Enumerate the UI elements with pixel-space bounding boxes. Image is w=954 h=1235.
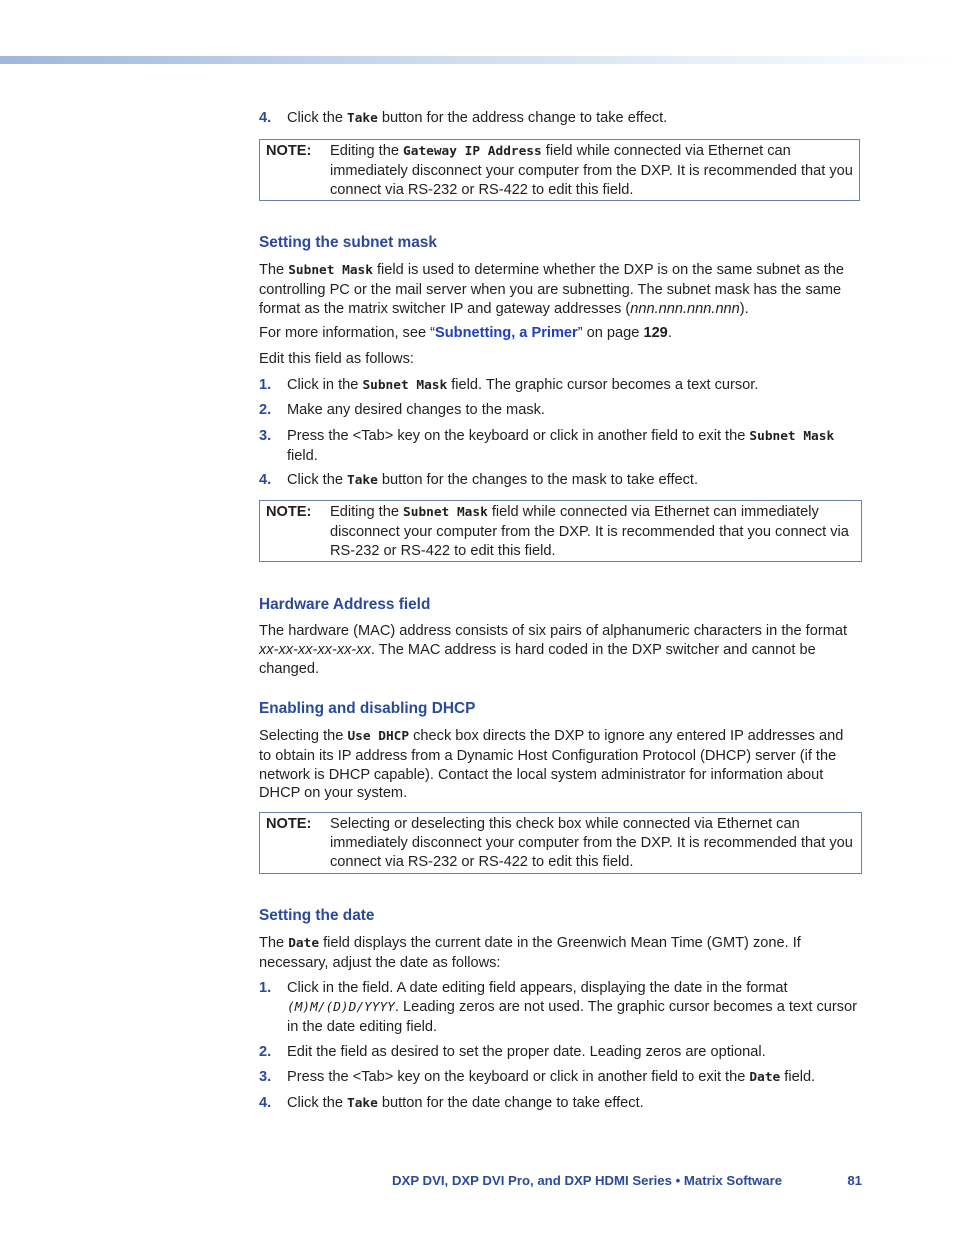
step-number: 1.: [259, 377, 272, 393]
note-text: Editing the Subnet Mask field while connected via Ethernet can immediately disconnect your computer from the DXP. It is recommended that you connect via RS-232 or RS-422 to edit this field.: [330, 504, 849, 559]
step-text: Press the <Tab> key on the keyboard or click in another field to exit the Date field.: [287, 1069, 816, 1085]
paragraph: The hardware (MAC) address consists of six pairs of alphanumeric characters in the format xx-xx-xx-xx-xx-xx. The MAC address is hard coded in the DXP switcher and cannot be changed.: [259, 623, 848, 677]
paragraph-reference: For more information, see “Subnetting, a Primer” on page 129.: [259, 325, 672, 341]
step-number: 4.: [259, 110, 272, 126]
header-gradient-bar: [0, 56, 954, 64]
step-text: Click the Take button for the changes to the mask to take effect.: [287, 472, 699, 488]
note-label: NOTE:: [266, 143, 312, 159]
step-number: 4.: [259, 472, 272, 488]
paragraph: The Date field displays the current date in the Greenwich Mean Time (GMT) zone. If necessary, adjust the date as follows:: [259, 935, 801, 971]
note-box: [259, 812, 862, 874]
step-number: 4.: [259, 1095, 272, 1111]
footer-title: DXP DVI, DXP DVI Pro, and DXP HDMI Series • Matrix Software: [392, 1173, 783, 1188]
section-heading-subnet: Setting the subnet mask: [259, 234, 437, 251]
note-label: NOTE:: [266, 504, 312, 520]
paragraph: Edit this field as follows:: [259, 351, 414, 367]
note-text: Selecting or deselecting this check box while connected via Ethernet can immediately disconnect your computer from the DXP. It is recommended that you connect via RS-232 or RS-422 to edit this field.: [330, 816, 853, 870]
paragraph: The Subnet Mask field is used to determine whether the DXP is on the same subnet as the controlling PC or the mail server when you are subnetting. The subnet mask has the same format as the matrix switcher IP and gateway addresses (nnn.nnn.nnn.nnn).: [259, 262, 845, 317]
note-box: [259, 139, 860, 201]
step-text: Click in the field. A date editing field appears, displaying the date in the format (M)M/(D)D/YYYY. Leading zeros are not used. The graphic cursor becomes a text cursor in the date editing field.: [287, 980, 857, 1035]
step-text: Click in the Subnet Mask field. The graphic cursor becomes a text cursor.: [287, 377, 759, 393]
note-box: [259, 500, 862, 562]
step-text: Edit the field as desired to set the proper date. Leading zeros are optional.: [287, 1044, 766, 1060]
step-number: 3.: [259, 428, 272, 444]
code-gateway: Gateway IP Address: [403, 144, 542, 159]
section-heading-date: Setting the date: [259, 907, 375, 924]
step-text: Click the Take button for the date change to take effect.: [287, 1095, 644, 1111]
step-number: 2.: [259, 1044, 272, 1060]
step-number: 1.: [259, 980, 272, 996]
step-text: Click the Take button for the address change to take effect.: [287, 110, 668, 126]
paragraph: Selecting the Use DHCP check box directs the DXP to ignore any entered IP addresses and to obtain its IP address from a Dynamic Host Configuration Protocol (DHCP) server (if the network is DHCP capable). Contact the local system administrator for information about DHCP on your system.: [259, 728, 844, 802]
code-take: Take: [347, 111, 378, 126]
date-format: (M)M/(D)D/YYYY: [287, 999, 395, 1015]
section-heading-dhcp: Enabling and disabling DHCP: [259, 700, 476, 717]
section-heading-hardware: Hardware Address field: [259, 596, 431, 613]
code-use-dhcp: Use DHCP: [347, 729, 410, 744]
step-text: Make any desired changes to the mask.: [287, 402, 545, 418]
note-label: NOTE:: [266, 816, 312, 832]
step-number: 3.: [259, 1069, 272, 1085]
note-text: Editing the Gateway IP Address field while connected via Ethernet can immediately disconnect your computer from the DXP. It is recommended that you connect via RS-232 or RS-422 to edit this field.: [330, 143, 853, 198]
step-number: 2.: [259, 402, 272, 418]
link-subnetting-primer[interactable]: Subnetting, a Primer: [435, 325, 578, 341]
page-number: 81: [847, 1173, 862, 1188]
step-text: Press the <Tab> key on the keyboard or click in another field to exit the Subnet Mask field.: [287, 428, 835, 464]
